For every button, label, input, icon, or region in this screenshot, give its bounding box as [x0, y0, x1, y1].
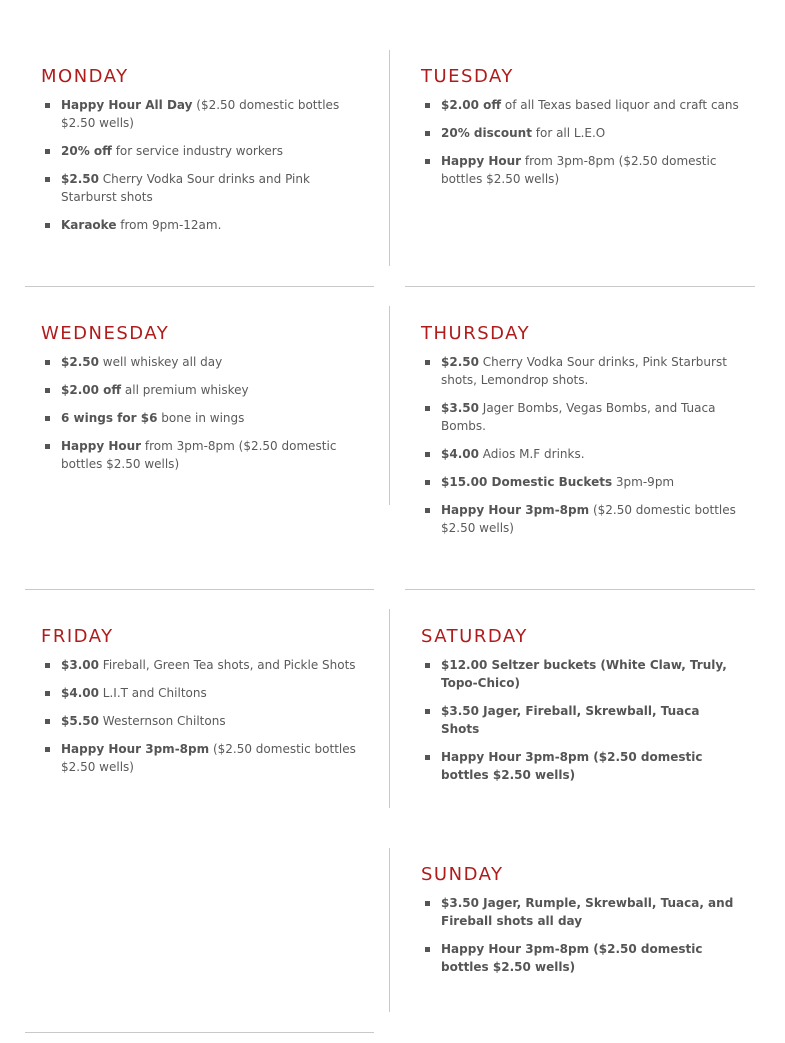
list-item: [41, 656, 361, 674]
day-title: THURSDAY: [421, 323, 531, 344]
list-item: [421, 748, 741, 784]
special-detail: from 3pm-8pm ($2.50 domestic bottles $2.50 wells): [441, 154, 717, 186]
day-monday: [41, 66, 361, 244]
list-item: [421, 124, 741, 142]
day-title: SATURDAY: [421, 626, 528, 647]
special-highlight: $3.50 Jager, Rumple, Skrewball, Tuaca, and Fireball shots all day: [441, 896, 734, 928]
list-item: [421, 399, 741, 435]
special-highlight: 20% off: [61, 144, 112, 158]
list-item: [421, 940, 741, 976]
special-detail: from 3pm-8pm ($2.50 domestic bottles $2.50 wells): [61, 439, 337, 471]
row-divider: [25, 286, 374, 287]
day-saturday: [421, 626, 741, 794]
specials-list: [421, 96, 741, 188]
day-title: SUNDAY: [421, 864, 504, 885]
special-highlight: $2.50: [61, 355, 99, 369]
list-item: [421, 656, 741, 692]
specials-list: [421, 656, 741, 784]
special-highlight: Happy Hour: [61, 439, 142, 453]
list-item: [421, 702, 741, 738]
list-item: [41, 142, 361, 160]
list-item: [421, 894, 741, 930]
special-detail: 3pm-9pm: [612, 475, 675, 489]
special-detail: of all Texas based liquor and craft cans: [501, 98, 739, 112]
special-highlight: Karaoke: [61, 218, 117, 232]
special-highlight: $3.50 Jager, Fireball, Skrewball, Tuaca Shots: [441, 704, 700, 736]
special-highlight: $15.00 Domestic Buckets: [441, 475, 613, 489]
special-detail: for service industry workers: [111, 144, 283, 158]
list-item: [421, 96, 741, 114]
specials-list: [41, 353, 361, 473]
column-divider: [389, 50, 390, 266]
special-detail: Cherry Vodka Sour drinks, Pink Starburst shots, Lemondrop shots.: [441, 355, 727, 387]
special-highlight: Happy Hour 3pm-8pm: [61, 742, 210, 756]
day-title: TUESDAY: [421, 66, 514, 87]
list-item: [421, 473, 741, 491]
specials-list: [421, 353, 741, 537]
list-item: [41, 712, 361, 730]
special-detail: ($2.50 domestic bottles $2.50 wells): [61, 98, 340, 130]
column-divider: [389, 306, 390, 505]
list-item: [41, 409, 361, 427]
special-detail: Cherry Vodka Sour drinks and Pink Starburst shots: [61, 172, 310, 204]
special-detail: Jager Bombs, Vegas Bombs, and Tuaca Bombs.: [441, 401, 716, 433]
special-detail: from 9pm-12am.: [116, 218, 222, 232]
specials-list: [41, 656, 361, 776]
special-highlight: $4.00: [61, 686, 99, 700]
list-item: [421, 152, 741, 188]
day-tuesday: [421, 66, 741, 198]
day-friday: [41, 626, 361, 786]
list-item: [41, 170, 361, 206]
day-title: WEDNESDAY: [41, 323, 170, 344]
special-highlight: $2.00 off: [61, 383, 122, 397]
special-highlight: 6 wings for $6: [61, 411, 158, 425]
special-detail: L.I.T and Chiltons: [98, 686, 207, 700]
special-highlight: $4.00: [441, 447, 479, 461]
special-highlight: $2.00 off: [441, 98, 502, 112]
special-detail: Westernson Chiltons: [98, 714, 226, 728]
special-detail: bone in wings: [157, 411, 245, 425]
special-detail: Adios M.F drinks.: [478, 447, 585, 461]
row-divider: [405, 589, 755, 590]
list-item: [41, 437, 361, 473]
column-divider: [389, 848, 390, 1012]
special-highlight: $2.50: [441, 355, 479, 369]
list-item: [41, 381, 361, 399]
special-detail: ($2.50 domestic bottles $2.50 wells): [61, 742, 356, 774]
special-highlight: Happy Hour 3pm-8pm: [441, 503, 590, 517]
day-title: FRIDAY: [41, 626, 114, 647]
special-highlight: $12.00 Seltzer buckets (White Claw, Truly, Topo-Chico): [441, 658, 727, 690]
list-item: [41, 740, 361, 776]
special-highlight: Happy Hour: [441, 154, 522, 168]
list-item: [41, 353, 361, 371]
special-detail: well whiskey all day: [98, 355, 223, 369]
special-highlight: $5.50: [61, 714, 99, 728]
specials-list: [41, 96, 361, 234]
list-item: [41, 96, 361, 132]
list-item: [421, 501, 741, 537]
specials-list: [421, 894, 741, 976]
list-item: [421, 445, 741, 463]
special-detail: ($2.50 domestic bottles $2.50 wells): [441, 503, 736, 535]
special-highlight: Happy Hour All Day: [61, 98, 193, 112]
list-item: [41, 684, 361, 702]
day-thursday: [421, 323, 741, 547]
list-item: [41, 216, 361, 234]
special-detail: Fireball, Green Tea shots, and Pickle Shots: [98, 658, 356, 672]
row-divider: [25, 1032, 374, 1033]
special-highlight: $3.00: [61, 658, 99, 672]
special-highlight: $3.50: [441, 401, 479, 415]
special-highlight: Happy Hour 3pm-8pm ($2.50 domestic bottles $2.50 wells): [441, 750, 703, 782]
day-wednesday: [41, 323, 361, 483]
special-detail: for all L.E.O: [531, 126, 606, 140]
special-highlight: 20% discount: [441, 126, 532, 140]
row-divider: [25, 589, 374, 590]
column-divider: [389, 609, 390, 808]
day-title: MONDAY: [41, 66, 129, 87]
row-divider: [405, 286, 755, 287]
special-highlight: $2.50: [61, 172, 99, 186]
special-detail: all premium whiskey: [121, 383, 249, 397]
day-sunday: [421, 864, 741, 986]
list-item: [421, 353, 741, 389]
special-highlight: Happy Hour 3pm-8pm ($2.50 domestic bottles $2.50 wells): [441, 942, 703, 974]
